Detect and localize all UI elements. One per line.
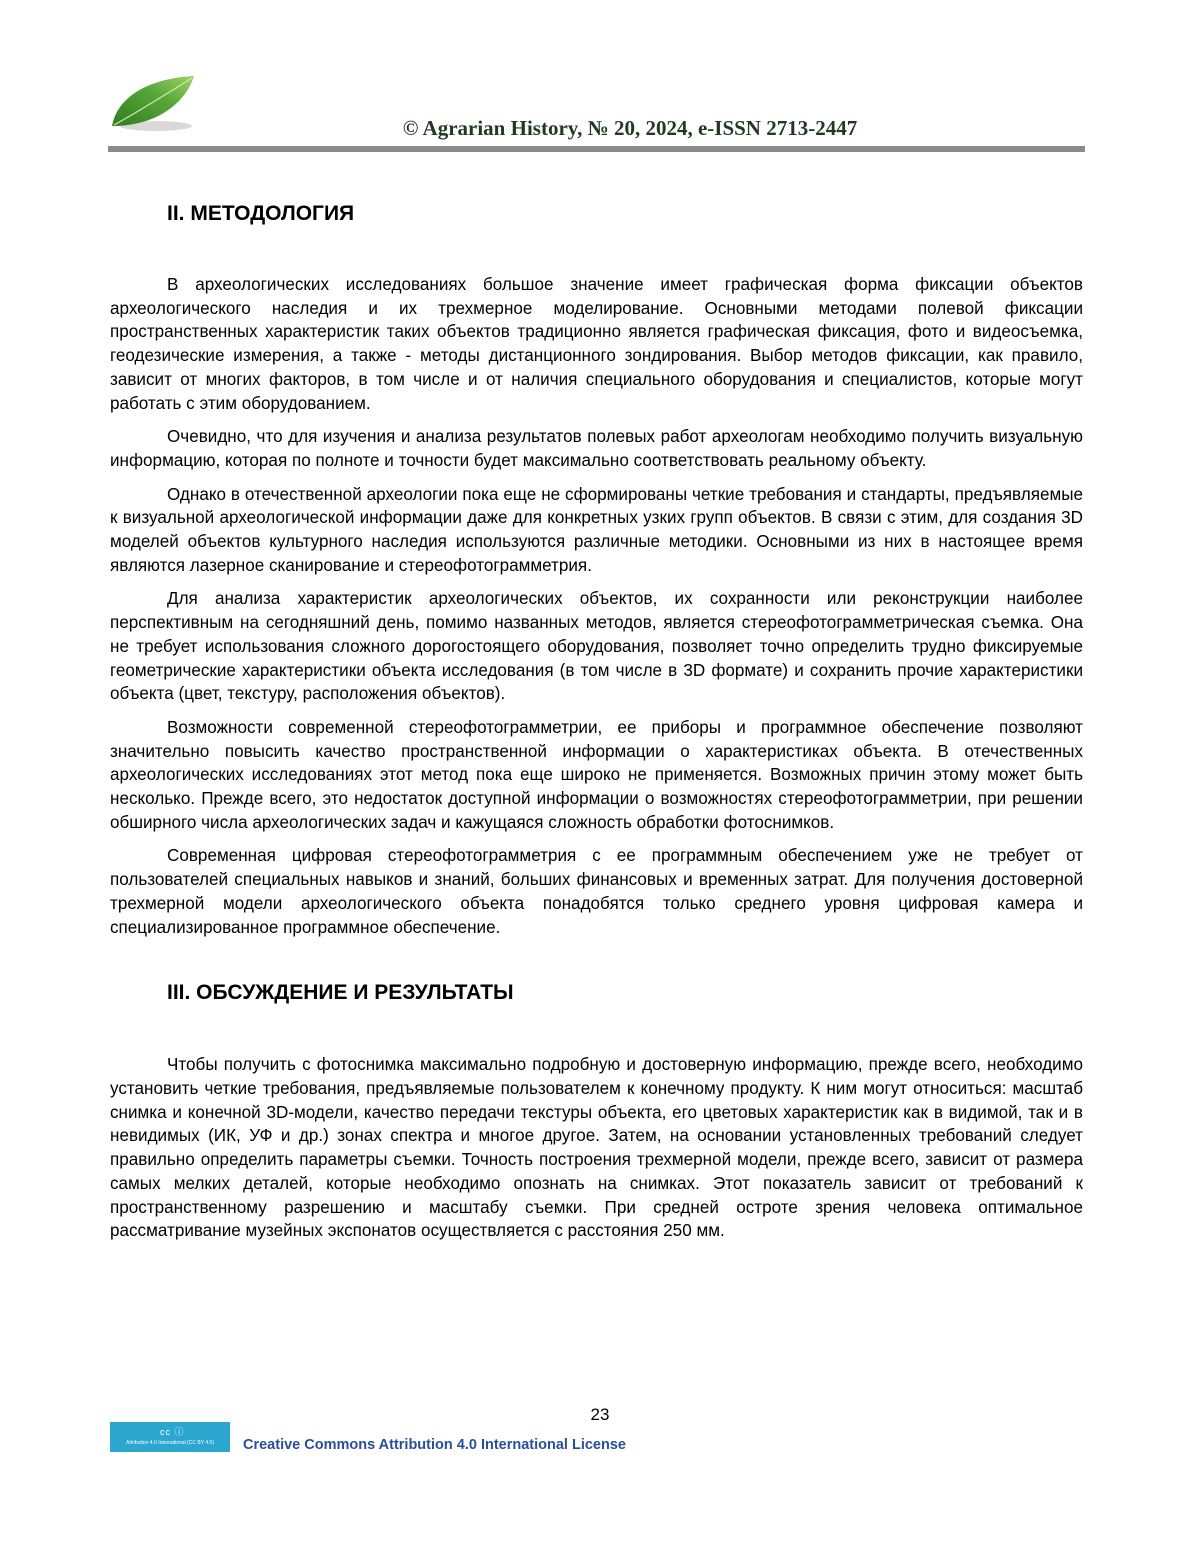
cc-by-icon: cc ⓘ bbox=[160, 1427, 185, 1437]
paragraph: Для анализа характеристик археологических объектов, их сохранности или реконструкции наиболее перспективным на сегодняшний день, помимо названных методов, является стереофотограмметрическая съемка. Она не требует использования сложного дорогостоящего оборудования, позволяет точно определить трудно фиксируемые геометрические характеристики объекта исследования (в том числе в 3D формате) и сохранить прочие характеристики объекта (цвет, текстуру, расположения объектов). bbox=[110, 589, 1083, 704]
paragraph: В археологических исследованиях большое значение имеет графическая форма фиксации объектов археологического наследия и их трехмерное моделирование. Основными методами полевой фиксации пространственных характеристик таких объектов традиционно является графическая фиксация, фото и видеосъемка, геодезические измерения, а также - методы дистанционного зондирования. Выбор методов фиксации, как правило, зависит от многих факторов, в том числе и от наличия специального оборудования и специалистов, которые могут работать с этим оборудованием. bbox=[110, 275, 1083, 413]
page-header bbox=[0, 0, 1200, 160]
cc-badge-text: Attribution 4.0 International (CC BY 4.0) bbox=[125, 1440, 214, 1446]
paragraph: Очевидно, что для изучения и анализа результатов полевых работ археологам необходимо получить визуальную информацию, которая по полноте и точности будет максимально соответствовать реальному объекту. bbox=[110, 427, 1083, 470]
license-link[interactable]: Creative Commons Attribution 4.0 International License bbox=[243, 1437, 626, 1453]
paragraph: Возможности современной стереофотограмметрии, ее приборы и программное обеспечение позволяют значительно повысить качество пространственной информации о характеристиках объекта. В отечественных археологических исследованиях этот метод пока еще широко не применяется. Возможных причин этому может быть несколько. Прежде всего, это недостаток доступной информации о возможностях стереофотограмметрии, при решении обширного числа археологических задач и кажущаяся сложность обработки фотоснимков. bbox=[110, 717, 1083, 832]
leaf-logo-icon bbox=[108, 74, 198, 134]
paragraph: Современная цифровая стереофотограмметрия с ее программным обеспечением уже не требует от пользователей специальных навыков и знаний, больших финансовых и временных затрат. Для получения достоверной трехмерной модели археологического объекта понадобятся только среднего уровня цифровая камера и специализированное программное обеспечение. bbox=[110, 846, 1083, 937]
header-rule bbox=[108, 146, 1085, 152]
journal-title: © Agrarian History, № 20, 2024, e-ISSN 2713-2447 bbox=[402, 116, 858, 140]
section-3-heading: III. ОБСУЖДЕНИЕ И РЕЗУЛЬТАТЫ bbox=[167, 981, 514, 1005]
page-number: 23 bbox=[590, 1405, 610, 1424]
paragraph: Однако в отечественной археологии пока еще не сформированы четкие требования и стандарты, предъявляемые к визуальной археологической информации даже для конкретных узких групп объектов. В связи с этим, для создания 3D моделей объектов культурного наследия используются различные методики. Основными из них в настоящее время являются лазерное сканирование и стереофотограмметрия. bbox=[110, 484, 1083, 575]
paragraph: Чтобы получить с фотоснимка максимально подробную и достоверную информацию, прежде всего, необходимо установить четкие требования, предъявляемые пользователем к конечному продукту. К ним могут относиться: масштаб снимка и конечной 3D-модели, качество передачи текстуры объекта, его цветовых характеристик как в видимой, так и в невидимых (ИК, УФ и др.) зонах спектра и многое другое. Затем, на основании установленных требований следует правильно определить параметры съемки. Точность построения трехмерной модели, прежде всего, зависит от размера самых мелких деталей, которые необходимо опознать на снимках. Этот показатель зависит от требований к пространственному разрешению и масштабу съемки. При средней остроте зрения человека оптимальное рассматривание музейных экспонатов осуществляется с расстояния 250 мм. bbox=[110, 1055, 1083, 1241]
article-body bbox=[110, 200, 1083, 1253]
cc-license-badge[interactable] bbox=[110, 1422, 230, 1452]
section-2-heading: II. МЕТОДОЛОГИЯ bbox=[167, 202, 355, 225]
